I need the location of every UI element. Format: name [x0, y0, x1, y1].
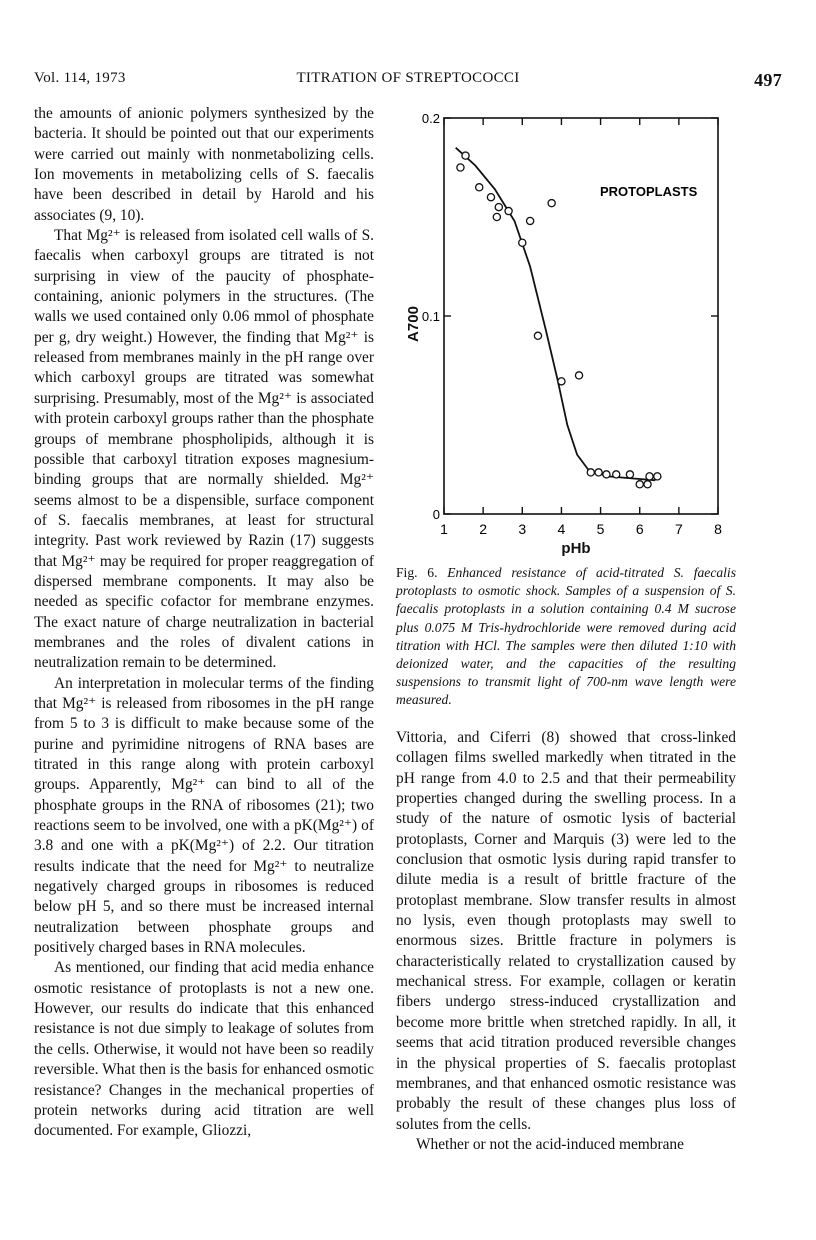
data-point: [613, 471, 620, 478]
x-tick-label: 5: [596, 521, 605, 537]
data-point: [548, 200, 555, 207]
data-point: [654, 473, 661, 480]
data-point: [595, 469, 602, 476]
right-column: [396, 728, 736, 1155]
data-point: [476, 184, 483, 191]
x-tick-label: 2: [479, 521, 488, 537]
data-point: [519, 239, 526, 246]
data-point: [636, 481, 643, 488]
data-point: [457, 164, 464, 171]
x-axis-label: pHb: [561, 540, 591, 557]
volume-label: Vol. 114, 1973: [34, 70, 126, 86]
running-header: [34, 70, 782, 96]
x-tick-label: 8: [714, 521, 722, 537]
caption-text: Enhanced resistance of acid-titrated S. faecalis protoplasts to osmotic shock. Samples of a suspension of S. faecalis protoplasts in a solution containing 0.4 M sucrose plus 0.075 M Tris-hydrochloride were removed during acid titration with HCl. The samples were then diluted 1:10 with deionized water, and the capacities of the resulting suspensions to transmit light of 700-nm wave length were measured.: [396, 565, 736, 708]
paragraph: Vittoria, and Ciferri (8) showed that cross-linked collagen films swelled markedly when titrated in the pH range from 4.0 to 2.5 and that their permeability properties changed during the swelling process. In a study of the nature of osmotic lysis of bacterial protoplasts, Corner and Marquis (3) were led to the conclusion that osmotic lysis during rapid transfer to dilute media is a result of brittle fracture of the protoplast membrane. Slow transfer results in almost no lysis, even though protoplasts may swell to enormous sizes. Brittle fracture in polymers is characteristically related to crystallization caused by mechanical stress. For example, collagen or keratin fibers undergo stress-induced crystallization and become more brittle when stretched rapidly. In all, it seems that acid titration produced reversible changes in the physical properties of S. faecalis protoplast membranes, and that enhanced osmotic resistance was probably the result of these changes plus loss of solutes from the cells.: [396, 729, 736, 1133]
x-tick-label: 7: [674, 521, 683, 537]
y-tick-label: 0.1: [421, 309, 440, 324]
data-point: [587, 469, 594, 476]
x-tick-label: 1: [440, 521, 448, 537]
data-point: [462, 152, 469, 159]
x-tick-label: 4: [557, 521, 566, 537]
data-point: [527, 217, 534, 224]
data-point: [646, 473, 653, 480]
data-point: [603, 471, 610, 478]
data-point: [644, 481, 651, 488]
figure-6: [396, 104, 756, 564]
data-point: [534, 332, 541, 339]
x-tick-label: 3: [518, 521, 527, 537]
paragraph: the amounts of anionic polymers synthesized by the bacteria. It should be pointed out that our experiments were carried out mainly with nonmetabolizing cells. Ion movements in metabolizing cells of S. faecalis have been described in detail by Harold and his associates (9, 10).: [34, 105, 374, 224]
running-title: TITRATION OF STREPTOCOCCI: [296, 70, 520, 86]
data-point: [558, 378, 565, 385]
paragraph: An interpretation in molecular terms of the finding that Mg²⁺ is released from ribosomes in the pH range from 5 to 3 is difficult to make because some of the purine and pyrimidine nitrogens of RNA bases are titrated in this range along with protein carboxyl groups. Apparently, Mg²⁺ can bind to all of the phosphate groups in the RNA of ribosomes (21); two reactions seem to be involved, one with a pK(Mg²⁺) of 3.8 and one with a pK(Mg²⁺) of 2.2. Our titration results indicate that the need for Mg²⁺ to neutralize negatively charged groups in ribosomes is reduced below pH 5, and so there must be increased internal neutralization between phosphate groups and positively charged bases in RNA molecules.: [34, 674, 374, 957]
left-column: [34, 104, 374, 1142]
y-axis-label: A700: [405, 306, 422, 342]
data-point: [493, 213, 500, 220]
page-number: 497: [754, 70, 782, 90]
y-tick-label: 0.2: [421, 111, 440, 126]
caption-label: Fig. 6.: [396, 565, 438, 580]
series-annotation: PROTOPLASTS: [600, 184, 698, 199]
data-point: [487, 194, 494, 201]
data-point: [505, 207, 512, 214]
paragraph: That Mg²⁺ is released from isolated cell walls of S. faecalis when carboxyl groups are titrated is not surprising in view of the paucity of phosphate-containing, anionic polymers in the structures. (The walls we used contained only 0.06 mmol of phosphate per g, dry weight.) However, the finding that Mg²⁺ is released from membranes mainly in the pH range over which carboxyl groups are titrated was somewhat surprising. Presumably, most of the Mg²⁺ is associated with protein carboxyl groups rather than the phosphate groups of membrane phospholipids, although it is possible that carboxyl titration exposes magnesium-binding groups that are normally shielded. Mg²⁺ seems almost to be a dispensible, surface component of S. faecalis membranes, at least for structural integrity. Past work reviewed by Razin (17) suggests that Mg²⁺ may be required for proper reaggregation of dispersed membrane components. It may also be needed as specific cofactor for membrane enzymes. The exact nature of charge neutralization in bacterial membranes and the roles of divalent cations in neutralization remain to be determined.: [34, 227, 374, 672]
data-point: [575, 372, 582, 379]
paragraph: As mentioned, our finding that acid media enhance osmotic resistance of protoplasts is not a new one. However, our results do indicate that this enhanced resistance is not due simply to leakage of solutes from the cells. Otherwise, it would not have been so readily reversible. What then is the basis for enhanced osmotic resistance? Changes in the mechanical properties of protein networks during acid titration are well documented. For example, Gliozzi,: [34, 959, 374, 1140]
data-point: [495, 204, 502, 211]
titration-chart: [396, 104, 756, 564]
data-point: [626, 471, 633, 478]
x-tick-label: 6: [635, 521, 644, 537]
figure-caption: [396, 564, 736, 710]
y-tick-label: 0: [432, 507, 440, 522]
paragraph: Whether or not the acid-induced membrane: [416, 1135, 684, 1153]
